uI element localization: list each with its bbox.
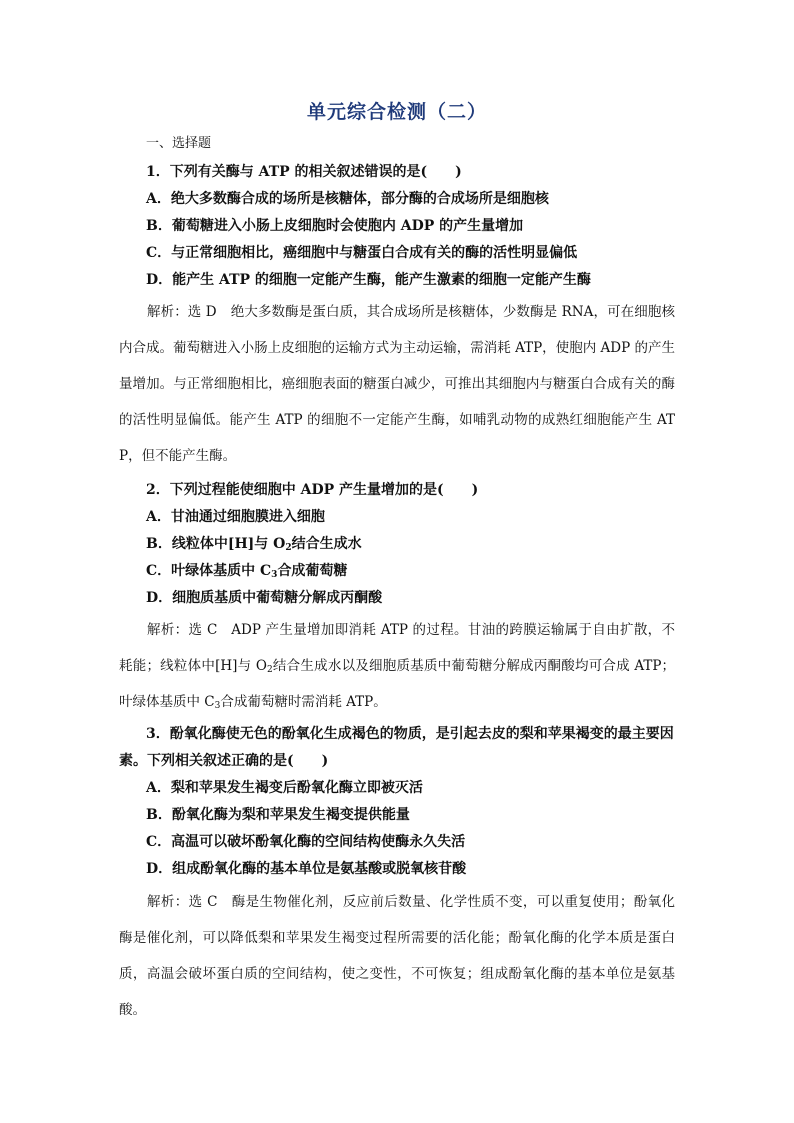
question-1-option-c: C．与正常细胞相比，癌细胞中与糖蛋白合成有关的酶的活性明显偏低 (146, 245, 578, 261)
question-1-explanation-text: 绝大多数酶是蛋白质，其合成场所是核糖体，少数酶是 RNA，可在细胞核内合成。葡萄糖进入小肠上皮细胞的运输方式为主动运输，需消耗 ATP，使胞内 ADP 的产生量增加。与正常细胞相比，癌细胞表面的糖蛋白减少，可推出其细胞内与糖蛋白合成有关的酶的活性明显偏低。能产生 ATP 的细胞不一定能产生酶，如哺乳动物的成熟红细胞能产生 ATP，但不能产生酶。 (119, 304, 675, 464)
page-title: 单元综合检测（二） (306, 101, 487, 123)
question-2-option-d: D．细胞质基质中葡萄糖分解成丙酮酸 (146, 590, 383, 606)
question-3-option-a: A．梨和苹果发生褐变后酚氧化酶立即被灭活 (146, 780, 423, 796)
question-3-explanation-text: 酶是生物催化剂，反应前后数量、化学性质不变，可以重复使用；酚氧化酶是催化剂，可以降低梨和苹果发生褐变过程所需要的活化能；酚氧化酶的化学本质是蛋白质，高温会破坏蛋白质的空间结构，使之变性，不可恢复；组成酚氧化酶的基本单位是氨基酸。 (119, 894, 676, 1018)
question-3-option-d: D．组成酚氧化酶的基本单位是氨基酸或脱氧核苷酸 (146, 861, 467, 877)
question-1-stem: 1．下列有关酶与 ATP 的相关叙述错误的是( ) (146, 164, 462, 180)
question-3-answer: 解析：选 C (147, 894, 218, 910)
question-1-explanation (119, 294, 675, 474)
question-1-option-d: D．能产生 ATP 的细胞一定能产生酶，能产生激素的细胞一定能产生酶 (146, 272, 591, 288)
question-2-stem: 2．下列过程能使细胞中 ADP 产生量增加的是( ) (146, 482, 479, 498)
question-2-explanation: 解析：选 C ADP 产生量增加即消耗 ATP 的过程。甘油的跨膜运输属于自由扩散，不耗能；线粒体中[H]与 $O_2$结合生成水以及细胞质基质中葡萄糖分解成丙酮酸均可合成 ATP；叶绿体基质中 $C_3$合成葡萄糖时需消耗 ATP。 (119, 622, 676, 711)
question-3-option-c: C．高温可以破坏酚氧化酶的空间结构使酶永久失活 (146, 834, 466, 850)
question-3-option-b: B．酚氧化酶为梨和苹果发生褐变提供能量 (146, 807, 410, 823)
question-2-option-a: A．甘油通过细胞膜进入细胞 (146, 509, 325, 525)
question-1-option-b: B．葡萄糖进入小肠上皮细胞时会使胞内 ADP 的产生量增加 (146, 218, 524, 234)
question-3-stem-line-2: 素。下列相关叙述正确的是( ) (119, 753, 329, 769)
section-heading: 一、选择题 (146, 136, 212, 151)
question-3-explanation (119, 884, 675, 1028)
question-3-stem-line-1: 3．酚氧化酶使无色的酚氧化生成褐色的物质，是引起去皮的梨和苹果褐变的最主要因 (146, 726, 674, 742)
question-1-option-a: A．绝大多数酶合成的场所是核糖体，部分酶的合成场所是细胞核 (146, 191, 549, 207)
question-2-answer: 解析：选 C (147, 622, 218, 638)
question-1-answer: 解析：选 D (147, 304, 217, 320)
question-2-option-c: C．叶绿体基质中 $C_3$合成葡萄糖 (146, 563, 348, 580)
question-2-option-b: B．线粒体中[H]与 $O_2$结合生成水 (146, 536, 362, 553)
